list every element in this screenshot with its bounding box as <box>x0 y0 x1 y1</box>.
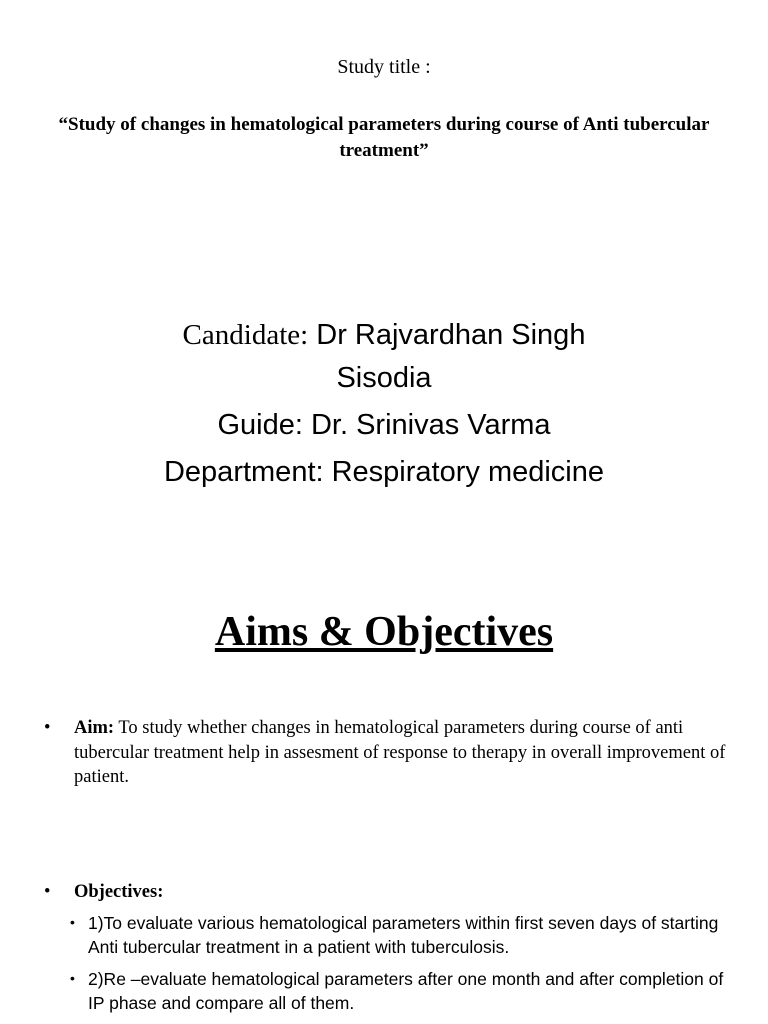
guide-line: Guide: Dr. Srinivas Varma <box>217 409 551 441</box>
candidate-name: Dr Rajvardhan Singh <box>308 319 586 351</box>
candidate-line <box>84 314 684 357</box>
aim-label: Aim: <box>74 718 115 738</box>
objective-text: 1)To evaluate various hematological parameters within first seven days of starting Anti tubercular treatment in a patient with tuberculosis. <box>88 913 719 957</box>
candidate-block <box>84 314 684 494</box>
bullet-dot: • <box>44 718 51 738</box>
study-title: “Study of changes in hematological parameters during course of Anti tubercular treatment” <box>58 114 710 161</box>
sub-bullet-dot: • <box>70 914 75 930</box>
aims-objectives-heading: Aims & Objectives <box>214 609 554 655</box>
sub-bullet-dot: • <box>70 970 75 986</box>
aim-text: To study whether changes in hematological parameters during course of anti tubercular treatment help in assesment of response to therapy in overall improvement of patient. <box>74 718 726 787</box>
department-line: Department: Respiratory medicine <box>163 456 604 488</box>
study-title-label: Study title : <box>337 56 431 78</box>
aim-text-block <box>74 716 734 790</box>
bullet-dot: • <box>44 882 51 902</box>
candidate-label: Candidate: <box>182 319 309 351</box>
objectives-label-block <box>74 880 734 905</box>
objectives-label: Objectives: <box>74 882 164 902</box>
objective-text: 2)Re –evaluate hematological parameters after one month and after completion of IP phase and compare all of them. <box>88 969 724 1013</box>
candidate-name-continued: Sisodia <box>336 362 432 394</box>
